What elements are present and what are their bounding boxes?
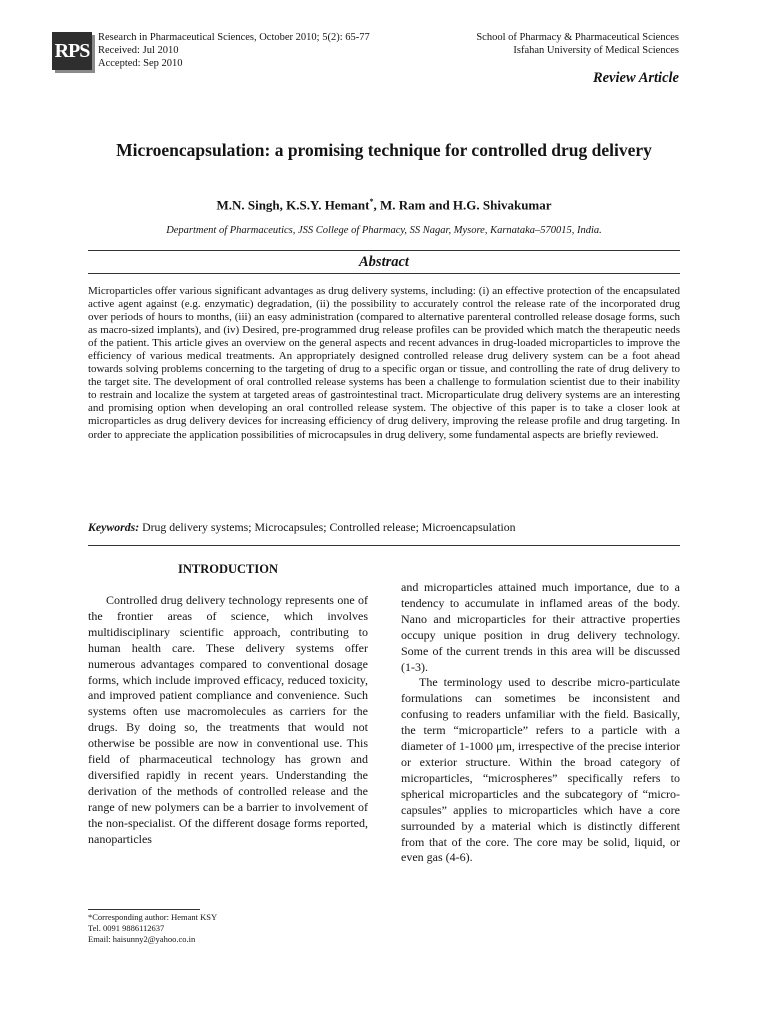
intro-paragraph-3: The terminology used to describe micro-particulate formulations can sometimes be inconsistent and confusing to readers unfamiliar with the field. Basically, the term “microparticle” refers to a particle with a diameter of 1-1000 μm, irrespective of the precise interior or exterior structure. Within the broad category of microparticles, “microspheres” specifically refers to spherical microparticles and the subcategory of “micro-capsules” applies to microparticles which have a core surrounded by a material which is distinctly different from that of the core. The core may be solid, liquid, or even gas (4-6). — [401, 675, 680, 865]
keywords-label: Keywords: — [88, 520, 140, 534]
received-date: Received: Jul 2010 — [98, 45, 179, 56]
institution-info — [476, 31, 679, 57]
school-name: School of Pharmacy & Pharmaceutical Sciences — [476, 32, 679, 43]
corresponding-author: *Corresponding author: Hemant KSY — [88, 912, 218, 922]
author-email[interactable]: Email: haisunny2@yahoo.co.in — [88, 934, 196, 944]
footnote — [88, 912, 217, 945]
abstract-heading-rule — [88, 273, 680, 274]
section-rule — [88, 545, 680, 546]
journal-info — [98, 31, 370, 70]
article-type: Review Article — [592, 70, 679, 86]
journal-citation: Research in Pharmaceutical Sciences, October 2010; 5(2): 65-77 — [98, 32, 370, 43]
abstract-top-rule — [88, 250, 680, 251]
university-name: Isfahan University of Medical Sciences — [513, 45, 679, 56]
paper-title: Microencapsulation: a promising technique for controlled drug delivery — [116, 140, 652, 160]
introduction-heading: INTRODUCTION — [177, 562, 278, 576]
affiliation: Department of Pharmaceutics, JSS College of Pharmacy, SS Nagar, Mysore, Karnataka–570015, India. — [166, 225, 602, 236]
author-list: M.N. Singh, K.S.Y. Hemant*, M. Ram and H.G. Shivakumar — [216, 197, 552, 213]
abstract-text: Microparticles offer various significant advantages as drug delivery systems, including: (i) an effective protection of the encapsulated active agent against (e.g. enzymatic) degradation, (ii) the possibility to accurately control the release rate of the incorporated drug over periods of hours to months, (iii) an easy administration (compared to alternative parenteral controlled release dosage forms, such as macro-sized implants), and (iv) Desired, pre-programmed drug release profiles can be provided which match the therapeutic needs of the patient. This article gives an overview on the general aspects and recent advances in drug-loaded microparticles to improve the efficiency of various medical treatments. An appropriately designed controlled release drug delivery system can be a foot ahead towards solving problems concerning to the targeting of drug to a specific organ or tissue, and controlling the rate of drug delivery to the target site. The development of oral controlled release systems has been a challenge to formulation scientist due to their inability to restrain and localize the system at targeted areas of gastrointestinal tract. Microparticulate drug delivery systems are an interesting and promising option when developing an oral controlled release system. The objective of this paper is to take a closer look at microparticles as drug delivery devices for increasing efficiency of drug delivery, improving the release profile and drug targeting. In order to appreciate the application possibilities of microcapsules in drug delivery, some fundamental aspects are briefly reviewed. — [88, 285, 680, 441]
accepted-date: Accepted: Sep 2010 — [98, 58, 183, 69]
intro-paragraph-1: Controlled drug delivery technology represents one of the frontier areas of science, which involves multidisciplinary scientific approach, contributing to human health care. These delivery systems offer numerous advantages compared to conventional dosage forms, which include improved efficacy, reduced toxicity, and improved patient compliance and convenience. Such systems often use macromolecules as carriers for the drugs. By doing so, the treatments that would not otherwise be possible are now in conventional use. This field of pharmaceutical technology has grown and diversified rapidly in recent years. Understanding the derivation of the methods of controlled release and the range of new polymers can be a barrier to involvement of the non-specialist. Of the different dosage forms reported, nanoparticles — [88, 593, 368, 846]
right-column — [401, 580, 680, 866]
footnote-rule — [88, 909, 200, 910]
author-phone: Tel. 0091 9886112637 — [88, 923, 165, 933]
intro-paragraph-2: and microparticles attained much importance, due to a tendency to accumulate in inflamed areas of the body. Nano and microparticles for their attractive properties occupy unique position in drug delivery technology. Some of the current trends in this area will be discussed (1-3). — [401, 580, 680, 674]
abstract-heading: Abstract — [359, 254, 409, 270]
keywords-list: Drug delivery systems; Microcapsules; Controlled release; Microencapsulation — [142, 520, 516, 534]
journal-logo: RPS — [52, 32, 92, 70]
corresponding-mark: * — [369, 197, 374, 206]
keywords — [88, 520, 680, 535]
left-column — [88, 593, 368, 848]
